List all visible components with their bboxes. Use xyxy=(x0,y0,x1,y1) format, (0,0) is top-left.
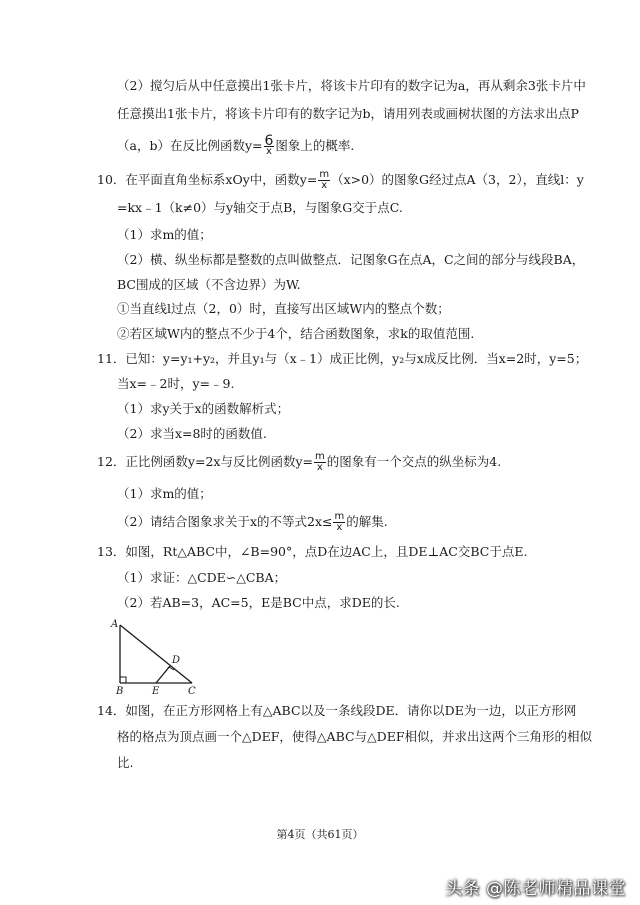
q14-line1: 14．如图，在正方形网格上有△ABC以及一条线段DE．请你以DE为一边，以正方形网 xyxy=(97,703,577,718)
q11-line2: 当x=﹣2时，y=﹣9. xyxy=(117,376,235,391)
fraction-numerator: m xyxy=(314,451,325,462)
q14-line2: 格的格点为顶点画一个△DEF，使得△ABC与△DEF相似，并求出这两个三角形的相似 xyxy=(117,729,592,744)
q10-text-b: （x>0）的图象G经过点A（3，2），直线l：y xyxy=(331,172,584,187)
q10-item1: ①当直线l过点（2，0）时，直接写出区域W内的整点个数； xyxy=(117,301,450,316)
q12-line1 xyxy=(97,452,501,473)
q9-text-a: （a，b）在反比例函数y= xyxy=(117,138,263,153)
q11-part2: （2）求当x=8时的函数值. xyxy=(117,426,267,441)
q9-part2-line1: （2）搅匀后从中任意摸出1张卡片，将该卡片印有的数字记为a，再从剩余3张卡片中 xyxy=(117,78,586,93)
q9-part2-line2: 任意摸出1张卡片，将该卡片印有的数字记为b，请用列表或画树状图的方法求出点P xyxy=(117,106,579,121)
label-e: E xyxy=(152,686,160,697)
q12-part1: （1）求m的值； xyxy=(117,486,212,501)
q12-text-a2: （2）请结合图象求关于x的不等式2x≤ xyxy=(117,514,333,529)
q11-line1: 11．已知：y=y₁+y₂，并且y₁与（x﹣1）成正比例，y₂与x成反比例．当x=2时，y=5； xyxy=(97,351,588,366)
label-d: D xyxy=(172,655,181,666)
q10-line2: =kx﹣1（k≠0）与y轴交于点B，与图象G交于点C. xyxy=(117,200,403,215)
fraction-denominator: x xyxy=(336,522,343,533)
segment-ac xyxy=(120,625,192,683)
q10-part2-line1: （2）横、纵坐标都是整数的点叫做整点．记图象G在点A，C之间的部分与线段BA， xyxy=(117,252,585,267)
q10-item2: ②若区域W内的整点不少于4个，结合函数图象，求k的取值范围. xyxy=(117,326,475,341)
watermark: 头条 @陈老师精品课堂 xyxy=(445,879,626,899)
fraction-numerator: m xyxy=(319,169,330,180)
q11-part1: （1）求y关于x的函数解析式； xyxy=(117,401,290,416)
q12-text-b2: 的解集. xyxy=(346,514,388,529)
q10-text-a: 10．在平面直角坐标系xOy中，函数y= xyxy=(97,172,318,187)
right-angle-b xyxy=(120,677,126,683)
q10-line1 xyxy=(97,170,584,191)
q9-text-b: 图象上的概率. xyxy=(275,138,355,153)
q13-part2: （2）若AB=3，AC=5，E是BC中点，求DE的长. xyxy=(117,595,400,610)
triangle-figure xyxy=(108,615,218,697)
fraction-m-over-x xyxy=(318,170,330,191)
fraction-denominator: x xyxy=(266,146,272,157)
label-b: B xyxy=(116,686,124,697)
label-c: C xyxy=(188,686,196,697)
q13-line1: 13．如图，Rt△ABC中，∠B=90°，点D在边AC上，且DE⊥AC交BC于点E. xyxy=(97,544,528,559)
fraction-m-over-x xyxy=(314,452,326,473)
page-footer: 第4页（共61页） xyxy=(276,828,364,841)
fraction-6-over-x xyxy=(264,133,275,157)
q9-part2-line3 xyxy=(117,133,355,157)
label-a: A xyxy=(111,619,119,630)
fraction-denominator: x xyxy=(316,462,323,473)
q12-part2 xyxy=(117,512,388,533)
q14-line3: 比. xyxy=(117,755,134,770)
q13-part1: （1）求证：△CDE∽△CBA； xyxy=(117,570,287,585)
fraction-numerator: 6 xyxy=(264,133,274,149)
q10-part2-line2: BC围成的区域（不含边界）为W. xyxy=(117,277,301,292)
q10-part1: （1）求m的值； xyxy=(117,227,212,242)
fraction-m-over-x xyxy=(333,512,345,533)
fraction-numerator: m xyxy=(334,511,345,522)
q12-text-a: 12．正比例函数y=2x与反比例函数y= xyxy=(97,454,313,469)
q12-text-b: 的图象有一个交点的纵坐标为4. xyxy=(326,454,502,469)
fraction-denominator: x xyxy=(321,180,328,191)
